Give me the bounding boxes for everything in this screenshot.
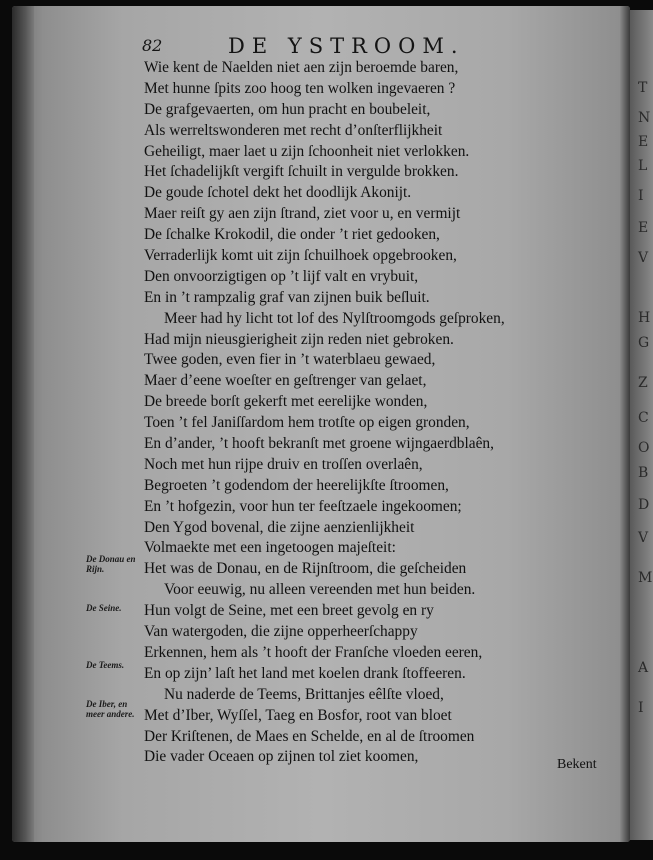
verse-line: Twee goden, even fier in ’t waterblaeu gewaed, — [144, 351, 436, 369]
verse-line: Voor eeuwig, nu alleen vereenden met hun beiden. — [164, 581, 476, 599]
facing-page-letter: V — [638, 250, 649, 266]
verse-line: Begroeten ’t godendom der heerelijkſte ſtroomen, — [144, 476, 449, 494]
facing-page-letter: N — [638, 110, 651, 126]
verse-line: Verraderlijk komt uit zijn ſchuilhoek opgebrooken, — [144, 247, 457, 265]
side-note-teems: De Teems. — [86, 660, 125, 670]
verse-line: Erkennen, hem als ’t hooft der Franſche vloeden eeren, — [144, 643, 483, 661]
verse-line: Met d’Iber, Wyſſel, Taeg en Bosfor, root van bloet — [144, 706, 452, 724]
catchword: Bekent — [557, 757, 597, 772]
verse-line: Meer had hy licht tot lof des Nylſtroomgods geſproken, — [164, 309, 505, 327]
verse-block — [144, 58, 604, 768]
facing-page-letter: G — [638, 335, 650, 351]
verse-line: Had mijn nieusgierigheit zijn reden niet gebroken. — [144, 330, 454, 348]
verse-line: Het was de Donau, en de Rijnſtroom, die geſcheiden — [144, 560, 467, 578]
verse-line: Wie kent de Naelden niet aen zijn beroemde baren, — [144, 59, 459, 76]
verse-line: Der Kriſtenen, de Maes en Schelde, en al de ſtroomen — [144, 727, 475, 745]
side-note-donau: De Donau en Rijn. — [86, 554, 136, 574]
facing-page-letter: Z — [638, 375, 648, 391]
book-gutter — [12, 6, 34, 842]
verse-line: Maer d’eene woeſter en geſtrenger van gelaet, — [144, 372, 427, 390]
facing-page-letter: L — [638, 158, 648, 174]
page-number: 82 — [142, 36, 163, 55]
verse-line: Maer reiſt gy aen zijn ſtrand, ziet voor u, en vermijt — [144, 205, 461, 223]
side-note-seine: De Seine. — [86, 603, 122, 613]
running-title: DE YSTROOM. — [228, 34, 465, 58]
verse-line: Die vader Oceaen op zijnen tol ziet koomen, — [144, 748, 419, 766]
verse-line: Hun volgt de Seine, met een breet gevolg en ry — [144, 602, 434, 620]
verse-line: De goude ſchotel dekt het doodlijk Akonijt. — [144, 184, 412, 202]
side-note-iber: De Iber, en meer andere. — [86, 699, 135, 719]
facing-page-letter: E — [638, 134, 649, 150]
verse-line: Toen ’t fel Janiſſardom hem trotſte op eigen gronden, — [144, 414, 470, 432]
verse-line: Noch met hun rijpe druiv en troſſen overlaên, — [144, 455, 423, 473]
verse-line: Den onvoorzigtigen op ’t lijf valt en vrybuit, — [144, 267, 419, 285]
facing-page-letter: M — [638, 570, 653, 586]
verse-line: Het ſchadelijkſt vergift ſchuilt in vergulde brokken. — [144, 163, 459, 181]
facing-page-letter: H — [638, 310, 651, 326]
facing-page-letter: I — [638, 188, 644, 204]
facing-page-letter: E — [638, 220, 649, 236]
page-edge-shadow — [620, 6, 630, 842]
verse-line: De grafgevaerten, om hun pracht en boubeleit, — [144, 100, 431, 118]
verse-line: Volmaekte met een ingetoogen majeſteit: — [144, 539, 396, 557]
book-page — [12, 6, 630, 842]
facing-page-letter: O — [638, 440, 650, 456]
facing-page-letter: B — [638, 465, 649, 481]
facing-page-letter: C — [638, 410, 649, 426]
verse-line: Van watergoden, die zijne opperheerſchappy — [144, 623, 418, 641]
verse-line: En in ’t rampzalig graf van zijnen buik beſluit. — [144, 288, 430, 306]
verse-line: Den Ygod bovenal, die zijne aenzienlijkheit — [144, 518, 415, 536]
verse-line: De ſchalke Krokodil, die onder ’t riet gedooken, — [144, 226, 440, 244]
verse-line: En op zijn’ laſt het land met koelen drank ſtoffeeren. — [144, 664, 466, 682]
verse-line: En ’t hofgezin, voor hun ter feeſtzaele ingekoomen; — [144, 497, 462, 515]
facing-page-letter: A — [638, 660, 649, 676]
verse-line: Als werreltswonderen met recht d’onſterflijkheit — [144, 121, 443, 139]
facing-page-letter: I — [638, 700, 644, 716]
facing-page-letter: D — [638, 497, 650, 513]
facing-page-edge — [630, 10, 653, 840]
verse-line: Met hunne ſpits zoo hoog ten wolken ingevaeren ? — [144, 79, 456, 97]
verse-line: Nu naderde de Teems, Brittanjes eêlſte vloed, — [164, 685, 444, 703]
verse-line: En d’ander, ’t hooft bekranſt met groene wijngaerdblaên, — [144, 435, 494, 453]
verse-line: Geheiligt, maer laet u zijn ſchoonheit niet verlokken. — [144, 142, 470, 160]
verse-line: De breede borſt gekerft met eerelijke wonden, — [144, 393, 428, 411]
facing-page-letter: T — [638, 80, 648, 96]
facing-page-letter: V — [638, 530, 649, 546]
